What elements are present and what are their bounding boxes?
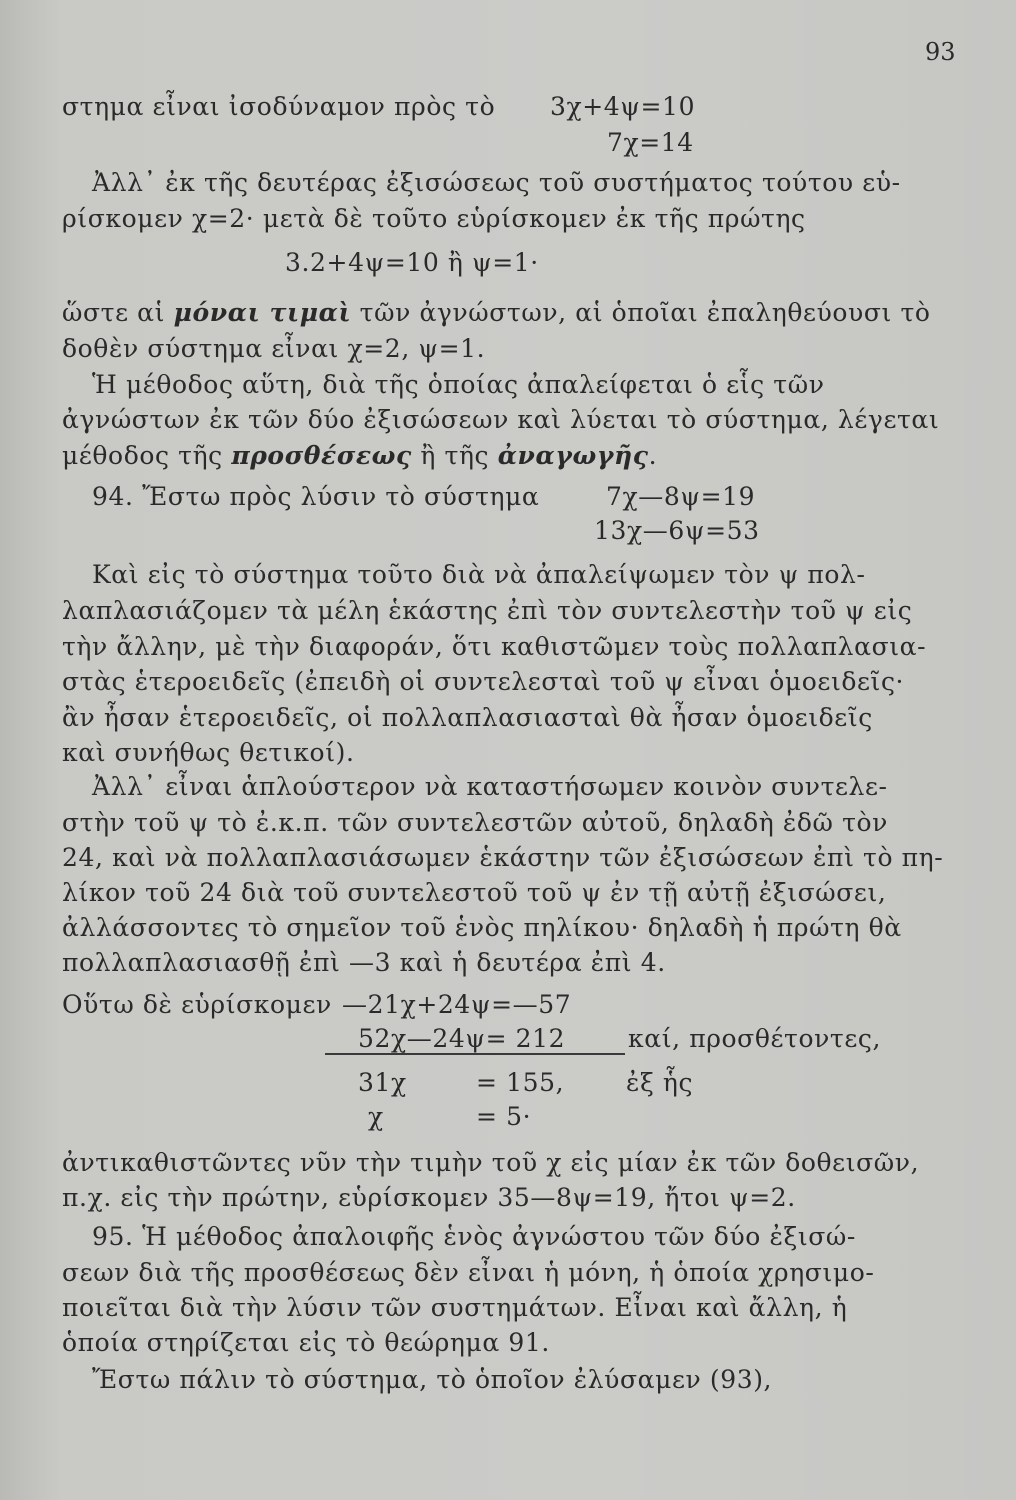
text-run: ὥστε αἱ (62, 298, 174, 327)
equation-line: 13χ—6ψ=53 (594, 516, 760, 545)
text-line: ποιεῖται διὰ τὴν λύσιν τῶν συστημάτων. Εἶναι καὶ ἄλλη, ἡ (62, 1293, 848, 1322)
text-line: στὰς ἑτεροειδεῖς (ἐπειδὴ οἱ συντελεσταὶ τοῦ ψ εἶναι ὁμοειδεῖς· (62, 667, 905, 696)
text-line: καὶ συνήθως θετικοί). (62, 738, 355, 767)
text-line: ρίσκομεν χ=2· μετὰ δὲ τοῦτο εὑρίσκομεν ἐκ τῆς πρώτης (62, 204, 806, 233)
text-line: τὴν ἄλλην, μὲ τὴν διαφοράν, ὅτι καθιστῶμεν τοὺς πολλαπλασια- (62, 632, 927, 661)
text-line: στημα εἶναι ἰσοδύναμον πρὸς τὸ (62, 92, 496, 121)
text-line: 24, καὶ νὰ πολλαπλασιάσωμεν ἑκάστην τῶν ἐξισώσεων ἐπὶ τὸ πη- (62, 843, 944, 872)
text-line: στὴν τοῦ ψ τὸ ἐ.κ.π. τῶν συντελεστῶν αὐτοῦ, δηλαδὴ ἐδῶ τὸν (62, 808, 888, 837)
text-line: πολλαπλασιασθῇ ἐπὶ —3 καὶ ἡ δευτέρα ἐπὶ 4. (62, 948, 666, 977)
text-line: ἀντικαθιστῶντες νῦν τὴν τιμὴν τοῦ χ εἰς μίαν ἐκ τῶν δοθεισῶν, (62, 1148, 920, 1177)
equation-line: 52χ—24ψ= 212 (358, 1024, 566, 1053)
text-line: λαπλασιάζομεν τὰ μέλη ἑκάστης ἐπὶ τὸν συντελεστὴν τοῦ ψ εἰς (62, 596, 913, 625)
equation-term: = 155, (476, 1068, 565, 1097)
text-line: 95. Ἡ μέθοδος ἀπαλοιφῆς ἑνὸς ἀγνώστου τῶν δύο ἐξισώ- (92, 1222, 856, 1251)
text-line: Ἀλλ᾽ ἐκ τῆς δευτέρας ἐξισώσεως τοῦ συστήματος τούτου εὑ- (92, 168, 901, 197)
emphasis-text: μόναι τιμαὶ (173, 298, 352, 327)
text-line: ἂν ἦσαν ἑτεροειδεῖς, οἱ πολλαπλασιασταὶ θὰ ἦσαν ὁμοειδεῖς (62, 703, 873, 732)
equation-term: = 5· (476, 1102, 532, 1131)
text-line: ἀλλάσσοντες τὸ σημεῖον τοῦ ἑνὸς πηλίκου· δηλαδὴ ἡ πρώτη θὰ (62, 913, 902, 942)
text-line: Ἀλλ᾽ εἶναι ἁπλούστερον νὰ καταστήσωμεν κοινὸν συντελε- (92, 772, 888, 801)
equation-line: 7χ—8ψ=19 (606, 482, 756, 511)
equation-line: —21χ+24ψ=—57 (342, 990, 572, 1019)
text-line: ὁποία στηρίζεται εἰς τὸ θεώρημα 91. (62, 1328, 550, 1357)
text-line: καί, προσθέτοντες, (628, 1024, 882, 1053)
emphasis-text: προσθέσεως (231, 441, 412, 470)
text-line: ἐξ ἧς (626, 1068, 694, 1097)
addition-rule (325, 1053, 625, 1055)
equation-line: 3.2+4ψ=10 ἢ ψ=1· (285, 248, 539, 277)
text-line: Καὶ εἰς τὸ σύστημα τοῦτο διὰ νὰ ἀπαλείψωμεν τὸν ψ πολ- (92, 560, 866, 589)
text-line: λίκον τοῦ 24 διὰ τοῦ συντελεστοῦ τοῦ ψ ἐν τῇ αὐτῇ ἐξισώσει, (62, 878, 887, 907)
equation-term: 31χ (358, 1068, 407, 1097)
text-line: ἀγνώστων ἐκ τῶν δύο ἐξισώσεων καὶ λύεται τὸ σύστημα, λέγεται (62, 405, 940, 434)
text-run: μέθοδος τῆς (62, 441, 232, 470)
page-number: 93 (925, 38, 956, 66)
text-line (62, 441, 657, 471)
text-run: ἢ τῆς (411, 441, 498, 470)
text-line: 94. Ἔστω πρὸς λύσιν τὸ σύστημα (92, 482, 540, 511)
emphasis-text: ἀναγωγῆς (497, 441, 649, 470)
text-line: Ἔστω πάλιν τὸ σύστημα, τὸ ὁποῖον ἐλύσαμεν (93), (92, 1365, 773, 1394)
text-run: τῶν ἀγνώστων, αἱ ὁποῖαι ἐπαληθεύουσι τὸ (351, 298, 931, 327)
text-run: . (648, 441, 658, 470)
text-line (62, 298, 931, 328)
text-line: Οὕτω δὲ εὑρίσκομεν (62, 990, 332, 1019)
equation-line: 3χ+4ψ=10 (550, 92, 696, 121)
equation-term: χ (368, 1102, 384, 1131)
text-line: σεων διὰ τῆς προσθέσεως δὲν εἶναι ἡ μόνη, ἡ ὁποία χρησιμο- (62, 1258, 875, 1287)
text-line: δοθὲν σύστημα εἶναι χ=2, ψ=1. (62, 334, 486, 363)
text-line: π.χ. εἰς τὴν πρώτην, εὑρίσκομεν 35—8ψ=19, ἤτοι ψ=2. (62, 1183, 796, 1212)
equation-line: 7χ=14 (607, 128, 694, 157)
text-line: Ἡ μέθοδος αὕτη, διὰ τῆς ὁποίας ἀπαλείφεται ὁ εἷς τῶν (92, 370, 825, 399)
